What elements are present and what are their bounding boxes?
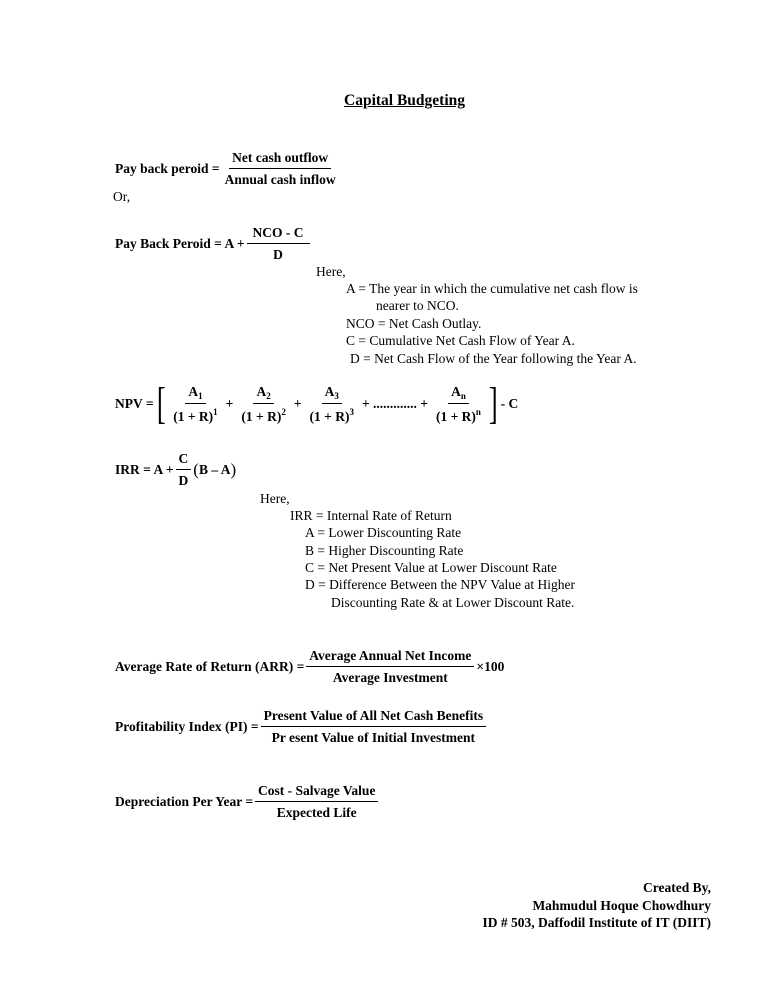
footer-institute: ID # 503, Daffodil Institute of IT (DIIT) [482,915,711,930]
footer-created-by: Created By, [643,880,711,895]
left-bracket: [ [156,379,166,428]
term-denominator: (1 + R) [309,408,350,424]
fraction-denominator: Annual cash inflow [224,172,336,187]
term-exponent: 3 [349,406,354,417]
left-paren: ( [193,460,199,479]
definitions-here: Here, [316,264,346,279]
npv-term-3 [307,384,357,425]
fraction-numerator: Present Value of All Net Cash Benefits [261,708,487,727]
term-denominator: (1 + R) [173,408,214,424]
fraction-numerator: Cost - Salvage Value [255,783,378,802]
definition-line: NCO = Net Cash Outlay. [346,316,482,331]
definition-line: Discounting Rate & at Lower Discount Rate. [331,595,575,610]
pi-formula [115,708,488,746]
payback-formula-1 [115,150,341,188]
plus-sign: + [293,396,302,411]
arr-fraction [306,648,474,686]
fraction-denominator: Pr esent Value of Initial Investment [271,730,476,745]
depreciation-formula [115,783,380,821]
fraction-numerator: Net cash outflow [229,150,331,169]
fraction-denominator: Average Investment [332,670,448,685]
arr-rhs: ×100 [476,659,505,674]
term-denominator: (1 + R) [435,408,476,424]
term-exponent: 2 [281,406,286,417]
page-title: Capital Budgeting [344,92,466,109]
term-numerator: A [324,383,335,399]
definition-line: IRR = Internal Rate of Return [290,508,452,523]
term-denominator: (1 + R) [241,408,282,424]
plus-sign: + [225,396,234,411]
fraction-numerator: C [176,451,192,470]
right-bracket: ] [488,379,498,428]
fraction-denominator: D [273,247,283,262]
pi-fraction [261,708,487,746]
term-subscript: n [460,390,466,401]
ellipsis-plus: + ............. + [361,396,428,411]
arr-formula [115,648,504,686]
irr-lhs: IRR = A + [115,462,174,477]
term-exponent: 1 [213,406,218,417]
term-exponent: n [475,406,481,417]
term-subscript: 2 [266,390,271,401]
term-subscript: 1 [198,390,203,401]
definition-line: A = The year in which the cumulative net cash flow is [346,281,638,296]
irr-rhs: B – A [198,462,231,477]
irr-formula [115,451,236,489]
payback-fraction [222,150,339,188]
fraction-numerator: NCO - C [247,225,310,244]
fraction-denominator: D [178,473,189,488]
definition-line: C = Net Present Value at Lower Discount Rate [305,560,557,575]
definition-line: B = Higher Discounting Rate [305,543,464,558]
payback2-fraction [247,225,310,263]
definition-line: nearer to NCO. [376,298,459,313]
definitions-here: Here, [260,491,290,506]
npv-formula [115,379,519,428]
npv-term-n [433,384,484,425]
footer-author: Mahmudul Hoque Chowdhury [532,898,711,913]
term-numerator: A [188,383,199,399]
term-subscript: 3 [334,390,339,401]
fraction-numerator: Average Annual Net Income [306,648,474,667]
right-paren: ) [230,460,237,479]
definition-line: C = Cumulative Net Cash Flow of Year A. [346,333,575,348]
definition-line: D = Difference Between the NPV Value at Higher [305,577,576,592]
payback-lhs: Pay back peroid = [115,161,220,176]
payback-formula-2 [115,225,312,263]
dep-lhs: Depreciation Per Year = [115,794,254,809]
or-text: Or, [113,189,131,204]
dep-fraction [255,783,378,821]
definition-line: D = Net Cash Flow of the Year following the Year A. [350,351,637,366]
irr-fraction [176,451,192,489]
npv-tail: - C [500,396,519,411]
npv-lhs: NPV = [115,396,154,411]
payback2-lhs: Pay Back Peroid = A + [115,236,245,251]
arr-lhs: Average Rate of Return (ARR) = [115,659,305,674]
fraction-denominator: Expected Life [276,805,357,820]
npv-term-1 [170,384,220,425]
npv-term-2 [238,384,288,425]
definition-line: A = Lower Discounting Rate [305,525,462,540]
term-numerator: A [256,383,267,399]
term-numerator: A [451,383,461,399]
pi-lhs: Profitability Index (PI) = [115,719,259,734]
